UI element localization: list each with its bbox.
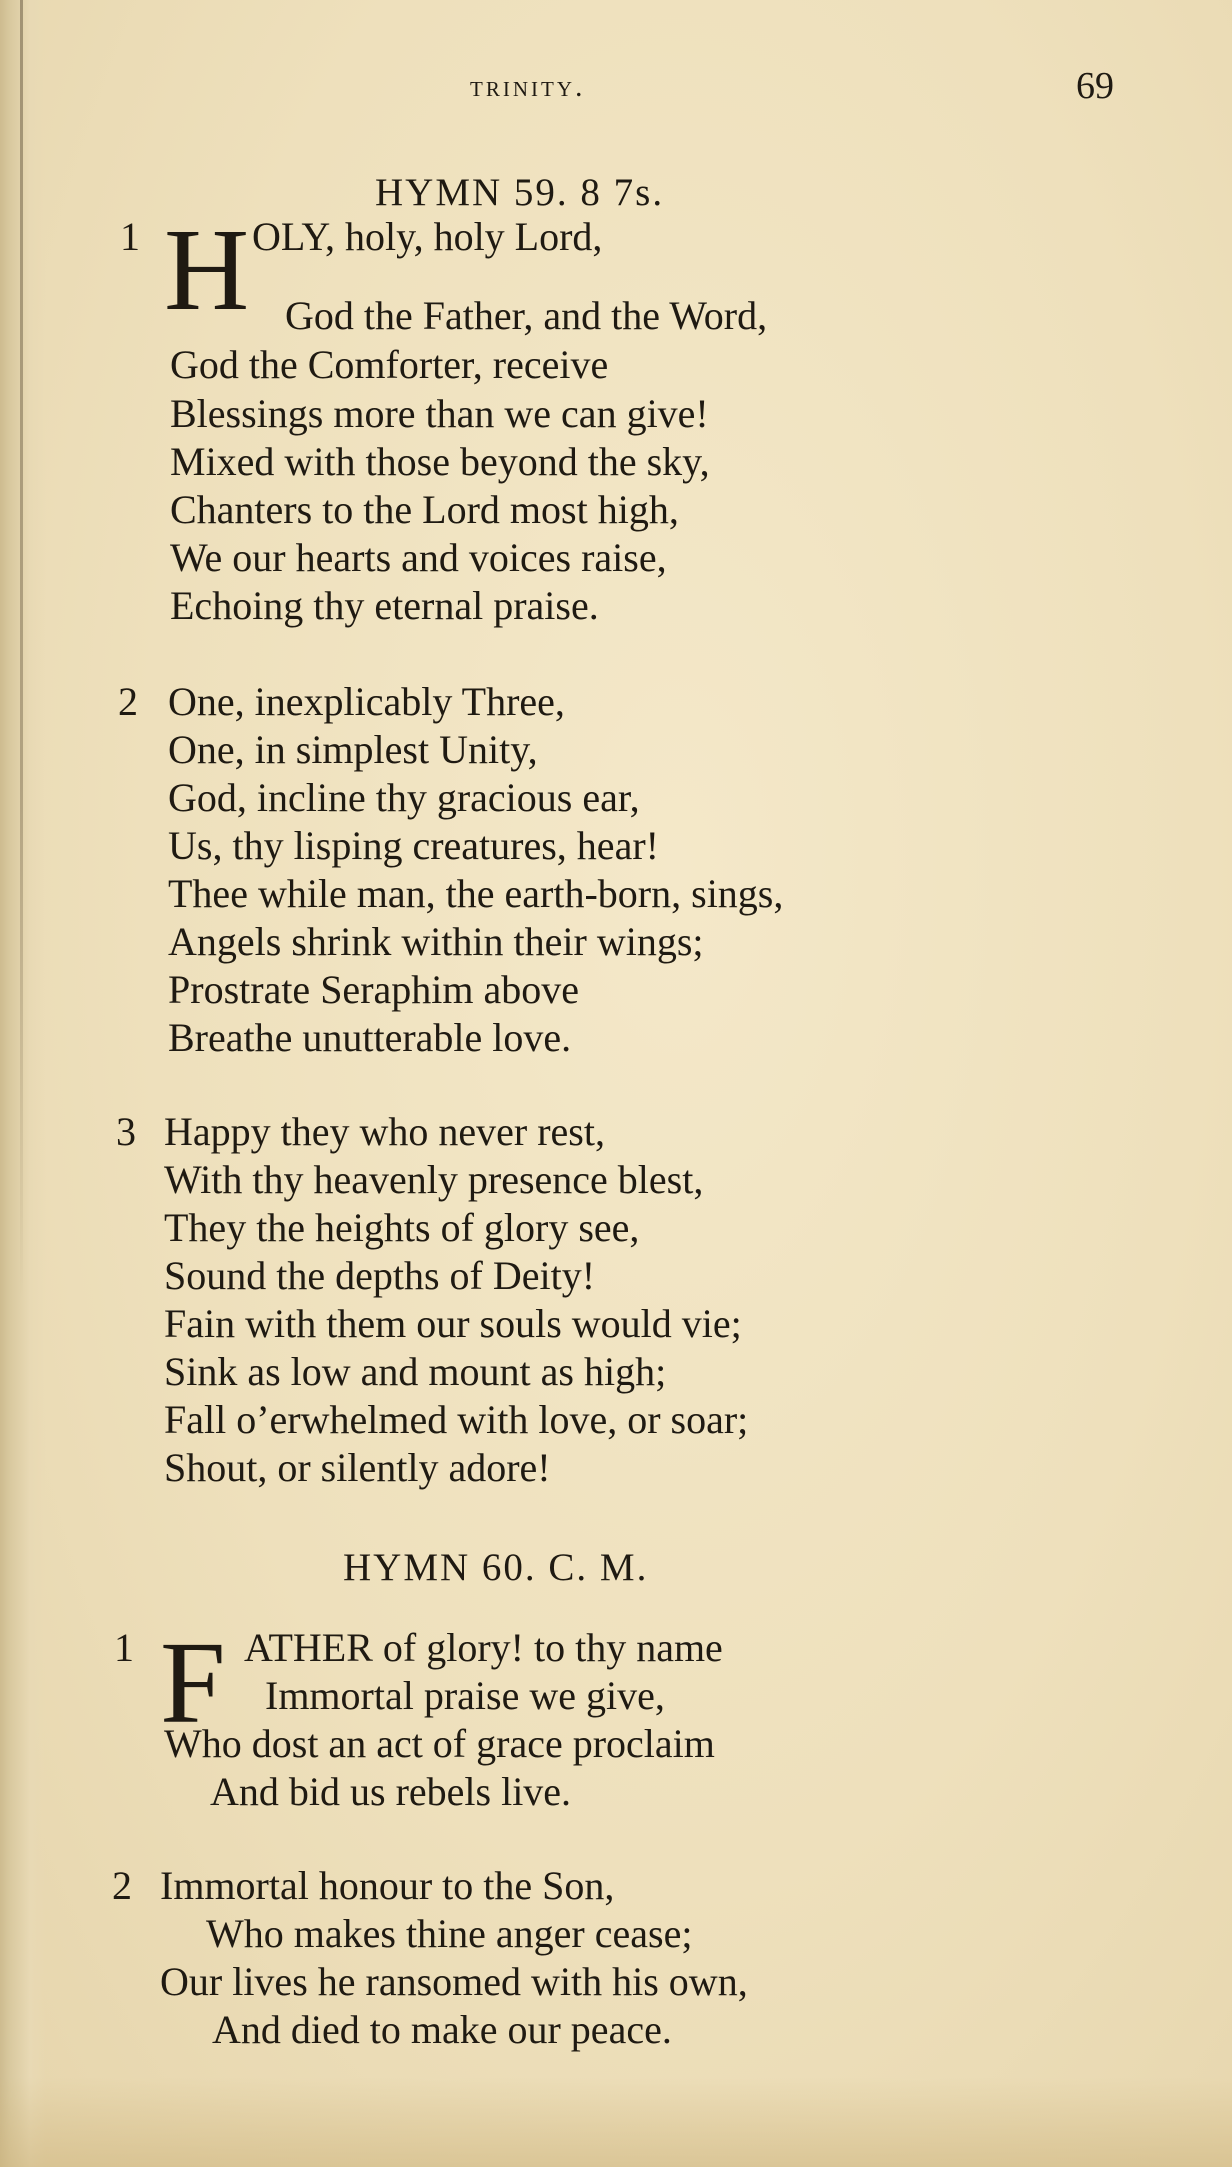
verse-line: ATHER of glory! to thy name <box>244 1625 723 1670</box>
drop-cap: H <box>164 204 250 335</box>
verse-line: Mixed with those beyond the sky, <box>170 439 710 484</box>
verse-line: Immortal praise we give, <box>265 1673 665 1718</box>
verse-line: Who makes thine anger cease; <box>206 1911 693 1956</box>
verse-line: Fall o’erwhelmed with love, or soar; <box>164 1397 749 1442</box>
verse-line: God, incline thy gracious ear, <box>168 775 640 820</box>
verse-line: Immortal honour to the Son, <box>160 1863 615 1908</box>
verse-line: Breathe unutterable love. <box>168 1015 572 1060</box>
verse-number: 1 <box>114 1625 134 1670</box>
verse-line: Happy they who never rest, <box>164 1109 605 1154</box>
hymn-title: HYMN 59. 8 7s. <box>375 171 665 214</box>
verse-line: And bid us rebels live. <box>210 1769 572 1814</box>
verse-line: Us, thy lisping creatures, hear! <box>168 823 659 868</box>
verse-line: Echoing thy eternal praise. <box>170 583 599 628</box>
verse-line: One, in simplest Unity, <box>168 727 538 772</box>
verse-line: With thy heavenly presence blest, <box>164 1157 704 1202</box>
verse-line: We our hearts and voices raise, <box>170 535 667 580</box>
page-number: 69 <box>1076 65 1114 107</box>
verse-line: Who dost an act of grace proclaim <box>164 1721 715 1766</box>
verse-line: Prostrate Seraphim above <box>168 967 579 1012</box>
verse-line: One, inexplicably Three, <box>168 679 565 724</box>
page-edge-stain <box>0 2077 1232 2167</box>
hymn-title: HYMN 60. C. M. <box>343 1546 649 1589</box>
verse-number: 1 <box>120 214 140 259</box>
running-head: trinity. <box>470 70 586 103</box>
verse-line: They the heights of glory see, <box>164 1205 640 1250</box>
verse-line: OLY, holy, holy Lord, <box>252 214 603 259</box>
verse-number: 2 <box>118 679 138 724</box>
verse-line: God the Father, and the Word, <box>285 293 768 338</box>
page-binding-shadow <box>0 0 46 2167</box>
verse-line: Blessings more than we can give! <box>170 391 709 436</box>
verse-line: Thee while man, the earth-born, sings, <box>168 871 784 916</box>
verse-line: Our lives he ransomed with his own, <box>160 1959 748 2004</box>
drop-cap: F <box>160 1617 226 1748</box>
verse-line: Sound the depths of Deity! <box>164 1253 596 1298</box>
verse-line: And died to make our peace. <box>212 2007 672 2052</box>
verse-line: Angels shrink within their wings; <box>168 919 704 964</box>
verse-line: Sink as low and mount as high; <box>164 1349 667 1394</box>
verse-line: Shout, or silently adore! <box>164 1445 551 1490</box>
page-gutter-line <box>20 0 23 1300</box>
verse-number: 3 <box>116 1109 136 1154</box>
verse-number: 2 <box>112 1863 132 1908</box>
verse-line: God the Comforter, receive <box>170 342 609 387</box>
verse-line: Fain with them our souls would vie; <box>164 1301 742 1346</box>
verse-line: Chanters to the Lord most high, <box>170 487 679 532</box>
